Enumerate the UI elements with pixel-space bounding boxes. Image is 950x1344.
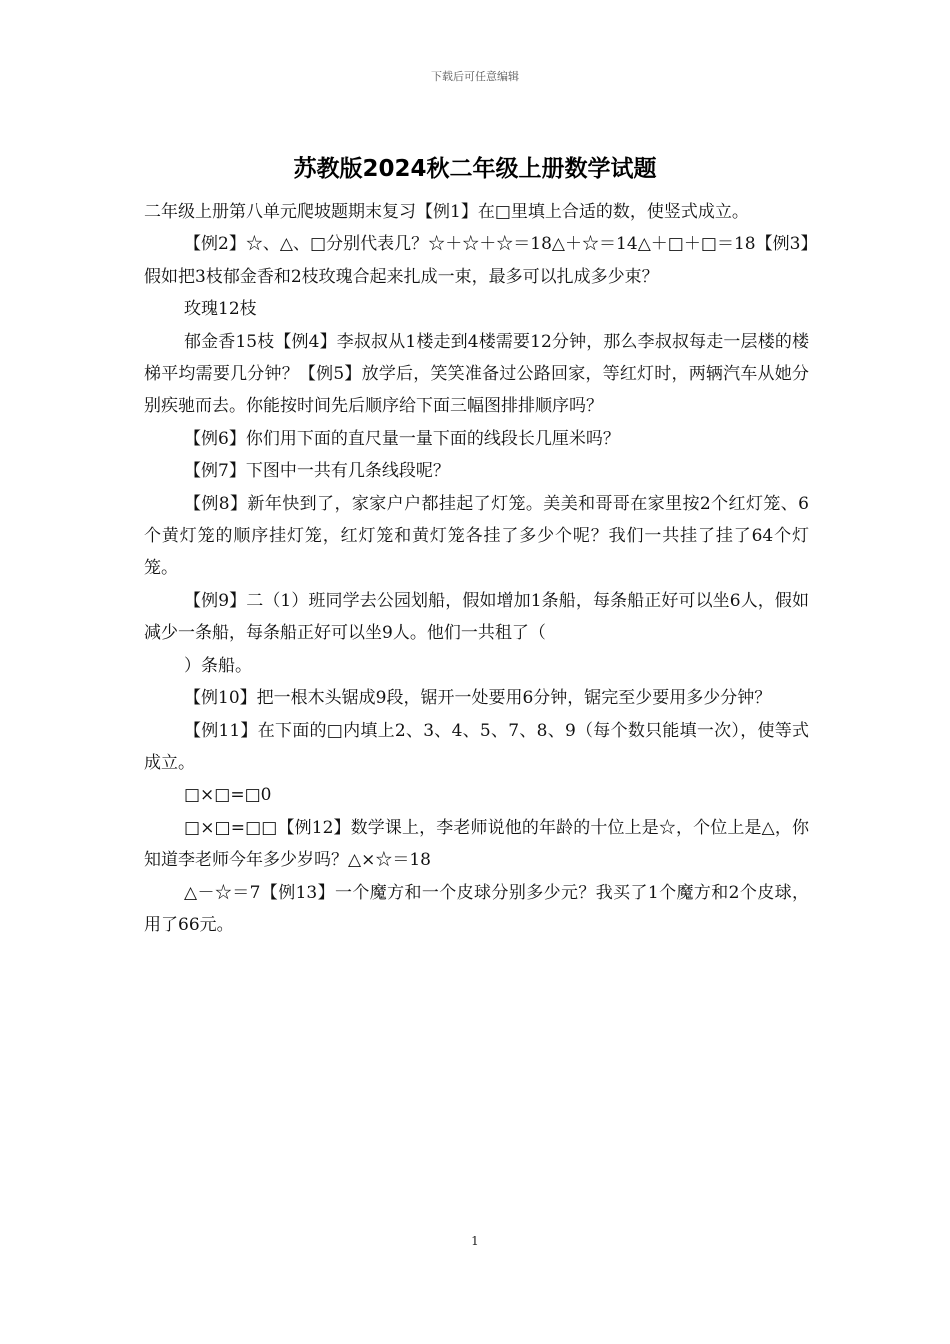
paragraph: ）条船。: [184, 655, 252, 676]
paragraph: 玫瑰12枝: [184, 299, 257, 320]
paragraph: 【例2】☆、△、□分别代表几？☆＋☆＋☆＝18△＋☆＝14△＋□＋□＝18【例3】假如把3枝郁金香和2枝玫瑰合起来扎成一束，最多可以扎成多少束？: [144, 234, 809, 287]
page-number: 1: [471, 1234, 479, 1248]
paragraph: 二年级上册第八单元爬坡题期末复习【例1】在□里填上合适的数，使竖式成立。: [144, 202, 749, 222]
paragraph: □×□=□□【例12】数学课上，李老师说他的年龄的十位上是☆，个位上是△，你知道李老师今年多少岁吗？△×☆＝18: [144, 817, 809, 871]
paragraph: 【例9】二（1）班同学去公园划船，假如增加1条船，每条船正好可以坐6人，假如减少一条船，每条船正好可以坐9人。他们一共租了（: [144, 590, 809, 644]
document-title: 苏教版2024秋二年级上册数学试题: [293, 156, 657, 182]
document-body: [144, 196, 809, 941]
header-note: 下载后可任意编辑: [431, 70, 519, 83]
paragraph: 【例10】把一根木头锯成9段，锯开一处要用6分钟，锯完至少要用多少分钟？: [184, 688, 772, 709]
paragraph: 【例8】新年快到了，家家户户都挂起了灯笼。美美和哥哥在家里按2个红灯笼、6个黄灯笼的顺序挂灯笼，红灯笼和黄灯笼各挂了多少个呢？我们一共挂了挂了64个灯笼。: [144, 493, 809, 579]
paragraph: △－☆＝7【例13】一个魔方和一个皮球分别多少元？我买了1个魔方和2个皮球，用了66元。: [144, 882, 809, 935]
paragraph: 【例11】在下面的□内填上2、3、4、5、7、8、9（每个数只能填一次），使等式成立。: [144, 720, 809, 773]
paragraph: 郁金香15枝【例4】李叔叔从1楼走到4楼需要12分钟，那么李叔叔每走一层楼的楼梯平均需要几分钟？【例5】放学后，笑笑准备过公路回家，等红灯时，两辆汽车从她分别疾驰而去。你能按时间先后顺序给下面三幅图排排顺序吗？: [144, 331, 809, 417]
paragraph: 【例7】下图中一共有几条线段呢？: [184, 461, 450, 482]
paragraph: □×□=□0: [184, 785, 272, 806]
paragraph: 【例6】你们用下面的直尺量一量下面的线段长几厘米吗？: [184, 428, 620, 449]
